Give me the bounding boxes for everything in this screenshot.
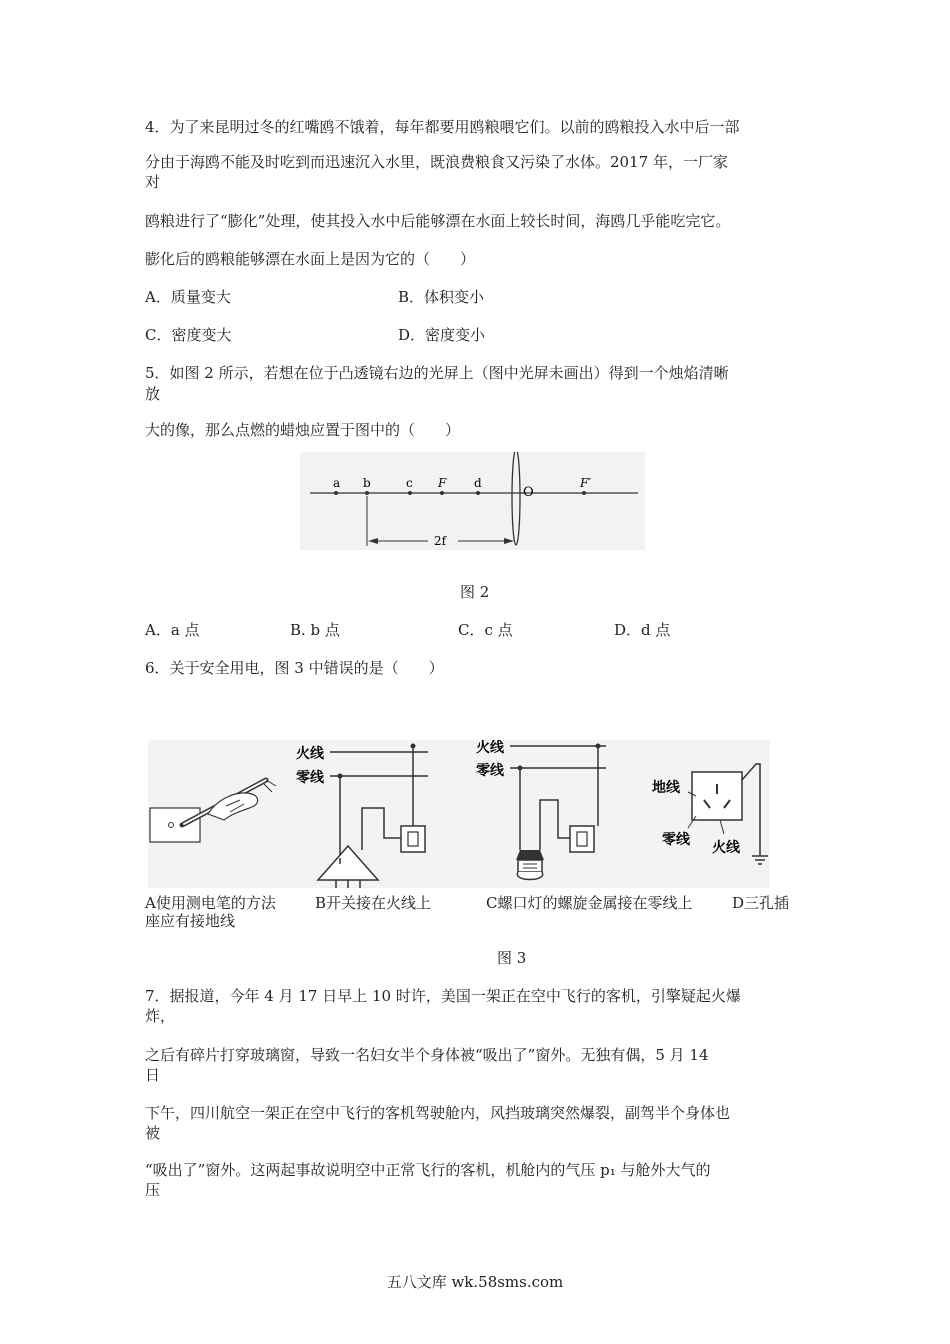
b-live-label: 火线 [296,746,324,762]
q4-option-d: D．密度变小 [398,326,486,344]
q6-line-1: 6．关于安全用电，图 3 中错误的是（ ） [145,659,444,677]
label-a: a [333,476,341,490]
label-o: O [523,485,534,500]
q4-option-c: C．密度变大 [145,326,232,344]
q7-line-4: “吸出了”窗外。这两起事故说明空中正常飞行的客机，机舱内的气压 p₁ 与舱外大气的 [145,1161,711,1179]
label-d: d [474,476,482,490]
figure-3-caption-a: A使用测电笔的方法 [145,894,276,912]
c-lamp-cap [516,850,544,860]
q4-line-2: 分由于海鸥不能及时吃到而迅速沉入水里，既浪费粮食又污染了水体。2017 年，一厂家 [145,153,728,171]
figure-3-caption-d: D三孔插 [732,894,790,912]
q7-line-1-wrap: 炸， [145,1007,176,1025]
q4-line-1: 4．为了来昆明过冬的红嘴鸥不饿着，每年都要用鸥粮喂它们。以前的鸥粮投入水中后一部 [145,118,740,136]
point-d-dot [476,491,480,495]
q4-line-4: 膨化后的鸥粮能够漂在水面上是因为它的（ ） [145,250,476,268]
q5-option-a: A．a 点 [145,621,200,639]
q5-line-1: 5．如图 2 所示，若想在位于凸透镜右边的光屏上（图中光屏未画出）得到一个烛焰清晰 [145,364,729,382]
q7-line-2-wrap: 日 [145,1066,161,1084]
label-2f: 2f [434,534,447,548]
q7-line-3: 下午，四川航空一架正在空中飞行的客机驾驶舱内，风挡玻璃突然爆裂，副驾半个身体也 [145,1104,731,1122]
label-c: c [406,476,413,490]
q7-line-2: 之后有碎片打穿玻璃窗，导致一名妇女半个身体被“吸出了”窗外。无独有偶，5 月 14 [145,1046,709,1064]
socket-plate [150,808,200,842]
d-ground-label: 地线 [652,780,680,796]
q4-option-b: B．体积变小 [398,288,485,306]
q4-line-3: 鸥粮进行了“膨化”处理，使其投入水中后能够漂在水面上较长时间，海鸥几乎能吃完它。 [145,212,731,230]
q4-line-2-wrap: 对 [145,173,161,191]
q5-option-b: B. b 点 [290,621,340,639]
point-f-dot [440,491,444,495]
d-socket [692,772,742,820]
figure-3-caption-b: B开关接在火线上 [315,894,432,912]
figure-3-caption-c: C螺口灯的螺旋金属接在零线上 [486,894,693,912]
q5-option-c: C．c 点 [458,621,513,639]
q7-line-3-wrap: 被 [145,1124,161,1142]
figure-3-caption-d-wrap: 座应有接地线 [145,912,236,930]
point-b-dot [365,491,369,495]
d-live-label: 火线 [712,840,740,856]
c-live-label: 火线 [476,740,504,756]
label-f-prime: F′ [580,476,592,490]
q7-line-1: 7．据报道，今年 4 月 17 日早上 10 时许，美国一架正在空中飞行的客机，引擎疑起火爆 [145,987,741,1005]
point-a-dot [334,491,338,495]
b-switch [401,826,425,852]
label-f: F [438,476,447,490]
c-bulb [517,872,542,880]
q5-option-d: D．d 点 [614,621,671,639]
figure-2-caption: 图 2 [460,583,490,601]
c-switch [570,826,594,852]
b-neutral-label: 零线 [296,770,324,786]
q5-line-2: 大的像，那么点燃的蜡烛应置于图中的（ ） [145,421,461,439]
q5-line-1-wrap: 放 [145,385,161,403]
q4-option-a: A．质量变大 [145,288,231,306]
figure-3-caption: 图 3 [497,949,527,967]
safety-diagrams [148,740,770,888]
lens-diagram [300,452,645,550]
point-c-dot [408,491,412,495]
q7-line-4-wrap: 压 [145,1181,161,1199]
label-b: b [363,476,371,490]
page-footer: 五八文库 wk.58sms.com [386,1273,564,1291]
d-neutral-label: 零线 [662,832,690,848]
c-neutral-label: 零线 [476,763,504,779]
point-f-prime-dot [582,491,586,495]
